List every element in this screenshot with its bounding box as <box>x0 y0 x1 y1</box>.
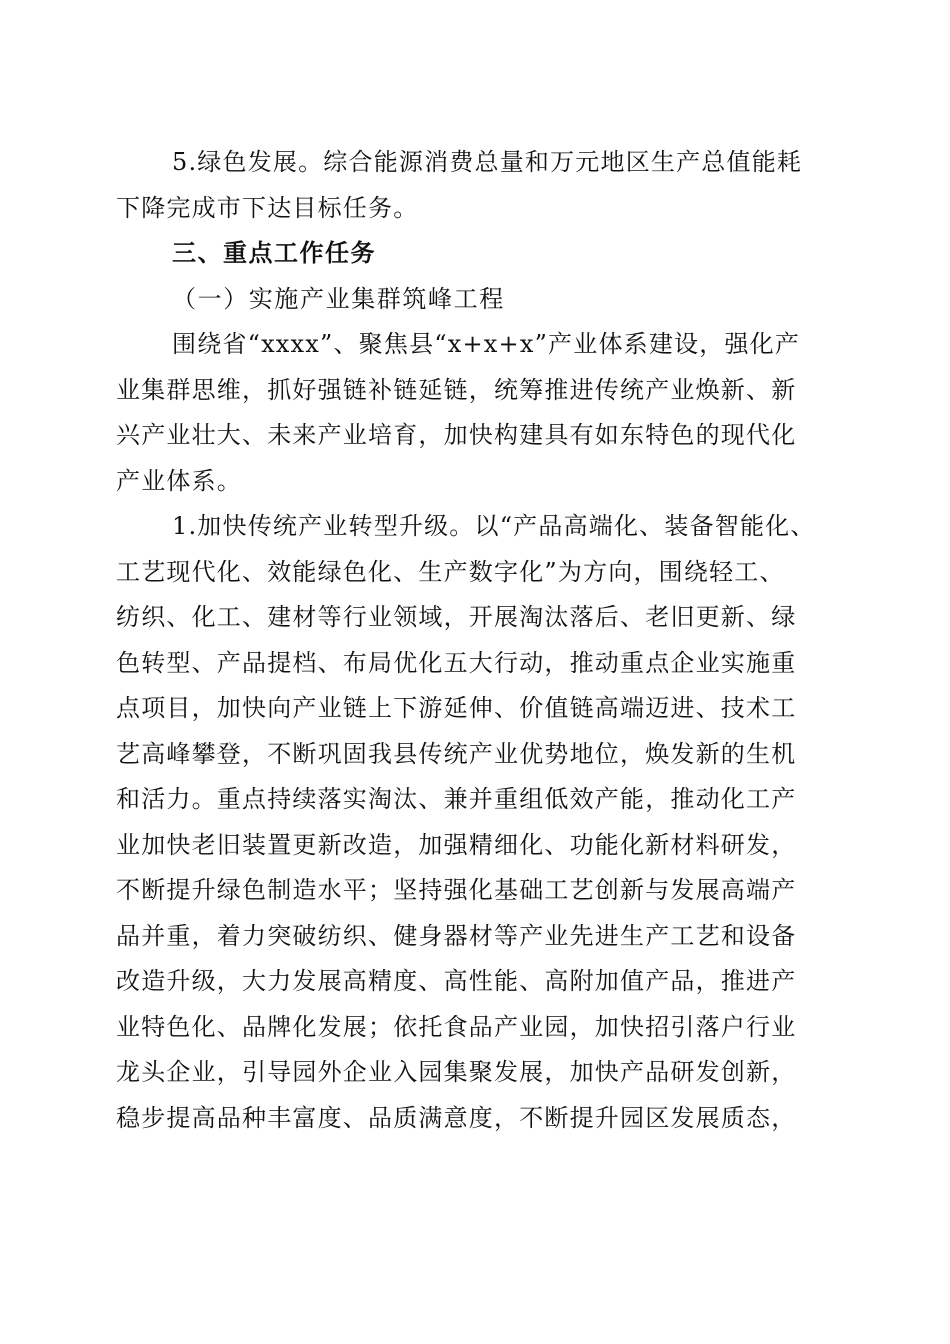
paragraph-cluster-line-3: 兴产业壮大、未来产业培育，加快构建具有如东特色的现代化 <box>116 421 797 449</box>
paragraph-traditional-upgrade-line-1: 1.加快传统产业转型升级。以“产品高端化、装备智能化、 <box>172 512 816 540</box>
paragraph-cluster-line-2: 业集群思维，抓好强链补链延链，统筹推进传统产业焕新、新 <box>116 375 797 404</box>
paragraph-traditional-upgrade-line-13: 龙头企业，引导园外企业入园集聚发展，加快产品研发创新， <box>116 1058 797 1086</box>
document-body <box>116 140 836 1141</box>
paragraph-green-development-line-1: 5.绿色发展。综合能源消费总量和万元地区生产总值能耗 <box>172 148 803 176</box>
paragraph-traditional-upgrade-line-11: 改造升级，大力发展高精度、高性能、高附加值产品，推进产 <box>116 967 797 995</box>
paragraph-cluster-line-4: 产业体系。 <box>116 466 242 495</box>
section-heading-key-tasks: 三、重点工作任务 <box>172 239 376 267</box>
paragraph-traditional-upgrade-line-12: 业特色化、品牌化发展；依托食品产业园，加快招引落户行业 <box>116 1012 797 1041</box>
paragraph-traditional-upgrade-line-4: 色转型、产品提档、布局优化五大行动，推动重点企业实施重 <box>116 648 797 677</box>
paragraph-traditional-upgrade-line-2: 工艺现代化、效能绿色化、生产数字化”为方向，围绕轻工、 <box>116 557 785 586</box>
paragraph-traditional-upgrade-line-3: 纺织、化工、建材等行业领域，开展淘汰落后、老旧更新、绿 <box>116 603 797 631</box>
paragraph-traditional-upgrade-line-5: 点项目，加快向产业链上下游延伸、价值链高端迈进、技术工 <box>116 694 797 722</box>
subsection-heading-industry-cluster: （一）实施产业集群筑峰工程 <box>172 284 505 313</box>
paragraph-traditional-upgrade-line-14: 稳步提高品种丰富度、品质满意度，不断提升园区发展质态， <box>116 1103 797 1132</box>
paragraph-traditional-upgrade-line-10: 品并重，着力突破纺织、健身器材等产业先进生产工艺和设备 <box>116 921 797 950</box>
paragraph-traditional-upgrade-line-9: 不断提升绿色制造水平；坚持强化基础工艺创新与发展高端产 <box>116 876 797 904</box>
paragraph-cluster-line-1: 围绕省“xxxx”、聚焦县“x+x+x”产业体系建设，强化产 <box>172 330 801 358</box>
paragraph-traditional-upgrade-line-8: 业加快老旧装置更新改造，加强精细化、功能化新材料研发， <box>116 830 797 859</box>
paragraph-traditional-upgrade-line-6: 艺高峰攀登，不断巩固我县传统产业优势地位，焕发新的生机 <box>116 739 797 768</box>
paragraph-green-development-line-2: 下降完成市下达目标任务。 <box>116 193 419 222</box>
paragraph-traditional-upgrade-line-7: 和活力。重点持续落实淘汰、兼并重组低效产能，推动化工产 <box>116 785 797 813</box>
